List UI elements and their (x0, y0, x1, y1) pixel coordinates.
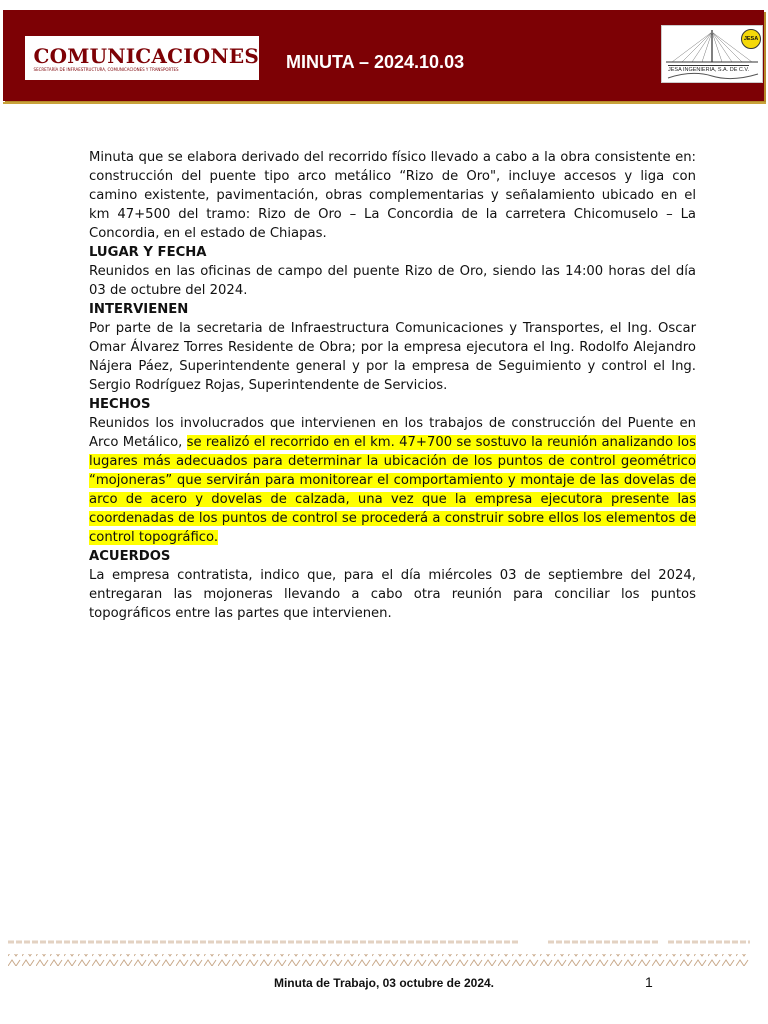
logo-title: COMUNICACIONES (33, 43, 259, 68)
page-number: 1 (645, 974, 653, 990)
section-text-hechos (89, 414, 696, 547)
header-band (3, 10, 764, 101)
logo-subtitle: SECRETARÍA DE INFRAESTRUCTURA, COMUNICACIONES Y TRANSPORTES (33, 66, 179, 72)
jesa-label: JESA INGENIERIA, S.A. DE C.V. (668, 67, 750, 73)
footer-ornament (8, 938, 750, 970)
intro-paragraph: Minuta que se elabora derivado del recorrido físico llevado a cabo a la obra consistente en: construcción del puente tipo arco metálico “Rizo de Oro", incluye accesos y liga con camino existente, pavimentación, obras complementarias y señalamiento ubicado en el km 47+500 del tramo: Rizo de Oro – La Concordia de la carretera Chicomuselo – La Concordia, en el estado de Chiapas. (89, 150, 696, 241)
document-body (89, 148, 696, 623)
section-heading-hechos: HECHOS (89, 397, 151, 412)
section-text-lugar: Reunidos en las oficinas de campo del puente Rizo de Oro, siendo las 14:00 horas del día 03 de octubre del 2024. (89, 264, 696, 298)
section-heading-acuerdos: ACUERDOS (89, 549, 171, 564)
hechos-plain-text: Reunidos los involucrados que intervienen en los trabajos de construcción del Puente en Arco Metálico, (89, 416, 696, 450)
section-heading-intervienen: INTERVIENEN (89, 302, 189, 317)
jesa-badge: JESA (741, 29, 761, 49)
hechos-highlighted-text: se realizó el recorrido en el km. 47+700 se sostuvo la reunión analizando los lugares más adecuados para determinar la ubicación de los puntos de control geométrico “mojoneras” que servirán para monitorear el comportamiento y montaje de las dovelas de arco de acero y dovelas de calzada, una vez que la empresa ejecutora presente las coordenadas de los puntos de control se procederá a construir sobre ellos los elementos de control topográfico. (89, 435, 696, 545)
document-title: MINUTA – 2024.10.03 (286, 52, 465, 72)
section-heading-lugar: LUGAR Y FECHA (89, 245, 207, 260)
section-text-acuerdos: La empresa contratista, indico que, para el día miércoles 03 de septiembre del 2024, entregaran las mojoneras llevando a cabo otra reunión para conciliar los puntos topográficos entre las partes que intervienen. (89, 568, 696, 621)
comunicaciones-logo (25, 36, 259, 80)
seal-icon (29, 40, 30, 76)
section-text-intervienen: Por parte de la secretaria de Infraestructura Comunicaciones y Transportes, el Ing. Oscar Omar Álvarez Torres Residente de Obra; por la empresa ejecutora el Ing. Rodolfo Alejandro Nájera Páez, Superintendente general y por la empresa de Seguimiento y control el Ing. Sergio Rodríguez Rojas, Superintendente de Servicios. (89, 321, 696, 393)
footer-caption: Minuta de Trabajo, 03 octubre de 2024. (273, 976, 495, 990)
header-gold-line (3, 102, 766, 104)
jesa-logo (661, 25, 763, 83)
